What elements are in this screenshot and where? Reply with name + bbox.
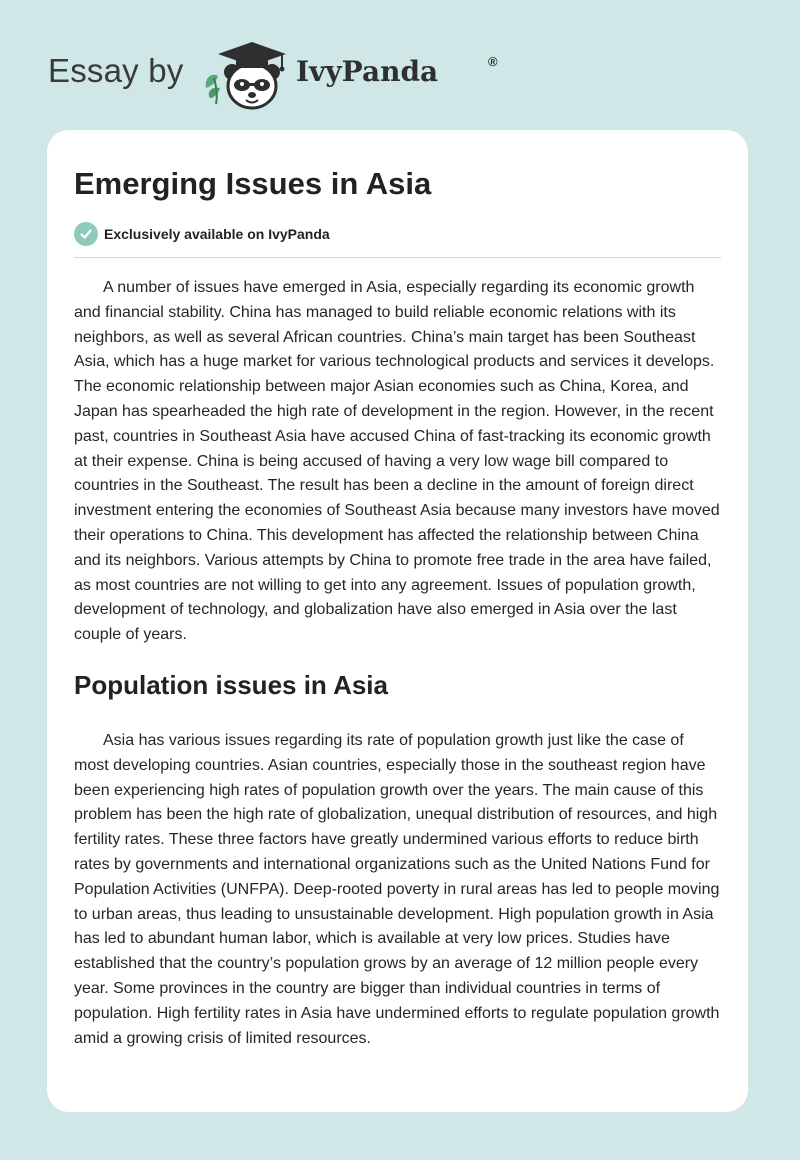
site-header: [48, 38, 508, 112]
intro-paragraph: A number of issues have emerged in Asia, especially regarding its economic growth and financial stability. China has managed to build reliable economic relations with its neighbors, as well as several African countries. China’s main target has been Southeast Asia, which has a huge market for various technological products and services it develops. The economic relationship between major Asian economies such as China, Korea, and Japan has spearheaded the high rate of development in the region. However, in the recent past, countries in Southeast Asia have accused China of fast-tracking its economic growth at their expense. China is being accused of having a very low wage bill compared to countries in the Southeast. The result has been a decline in the amount of foreign direct investment entering the economies of Southeast Asia because many investors have moved their operations to China. This development has affected the relationship between China and its neighbors. Various attempts by China to promote free trade in the area have failed, as most countries are not willing to get into any agreement. Issues of population growth, development of technology, and globalization have also emerged in Asia over the last couple of years.: [74, 279, 720, 644]
brand-name[interactable]: IvyPanda: [296, 55, 439, 88]
checkmark-icon: [74, 222, 98, 246]
divider: [74, 257, 721, 258]
section-paragraph-population: Asia has various issues regarding its rate of population growth just like the case of most developing countries. Asian countries, especially those in the southeast region have been experiencing high rates of population growth over the years. The main cause of this problem has been the high rate of globalization, unequal distribution of resources, and high fertility rates. These three factors have greatly undermined various efforts to reduce birth rates by governments and international organizations such as the United Nations Fund for Population Activities (UNFPA). Deep-rooted poverty in rural areas has led to people moving to urban areas, thus leading to unsustainable development. High population growth in Asia has led to abundant human labor, which is available at very low prices. Studies have established that the country’s population grows by an average of 12 million people every year. Some provinces in the country are bigger than individual countries in terms of population. High fertility rates in Asia have undermined efforts to regulate population growth amid a growing crisis of limited resources.: [74, 731, 720, 1047]
exclusive-label: Exclusively available on IvyPanda: [104, 226, 330, 242]
essay-by-label: Essay by: [48, 52, 184, 89]
page-title: Emerging Issues in Asia: [74, 166, 432, 201]
registered-mark: ®: [488, 54, 498, 69]
panda-graduate-logo-icon[interactable]: [202, 38, 292, 112]
section-heading-population: Population issues in Asia: [74, 669, 388, 700]
exclusive-badge: [74, 221, 721, 247]
essay-card: [47, 130, 748, 1112]
